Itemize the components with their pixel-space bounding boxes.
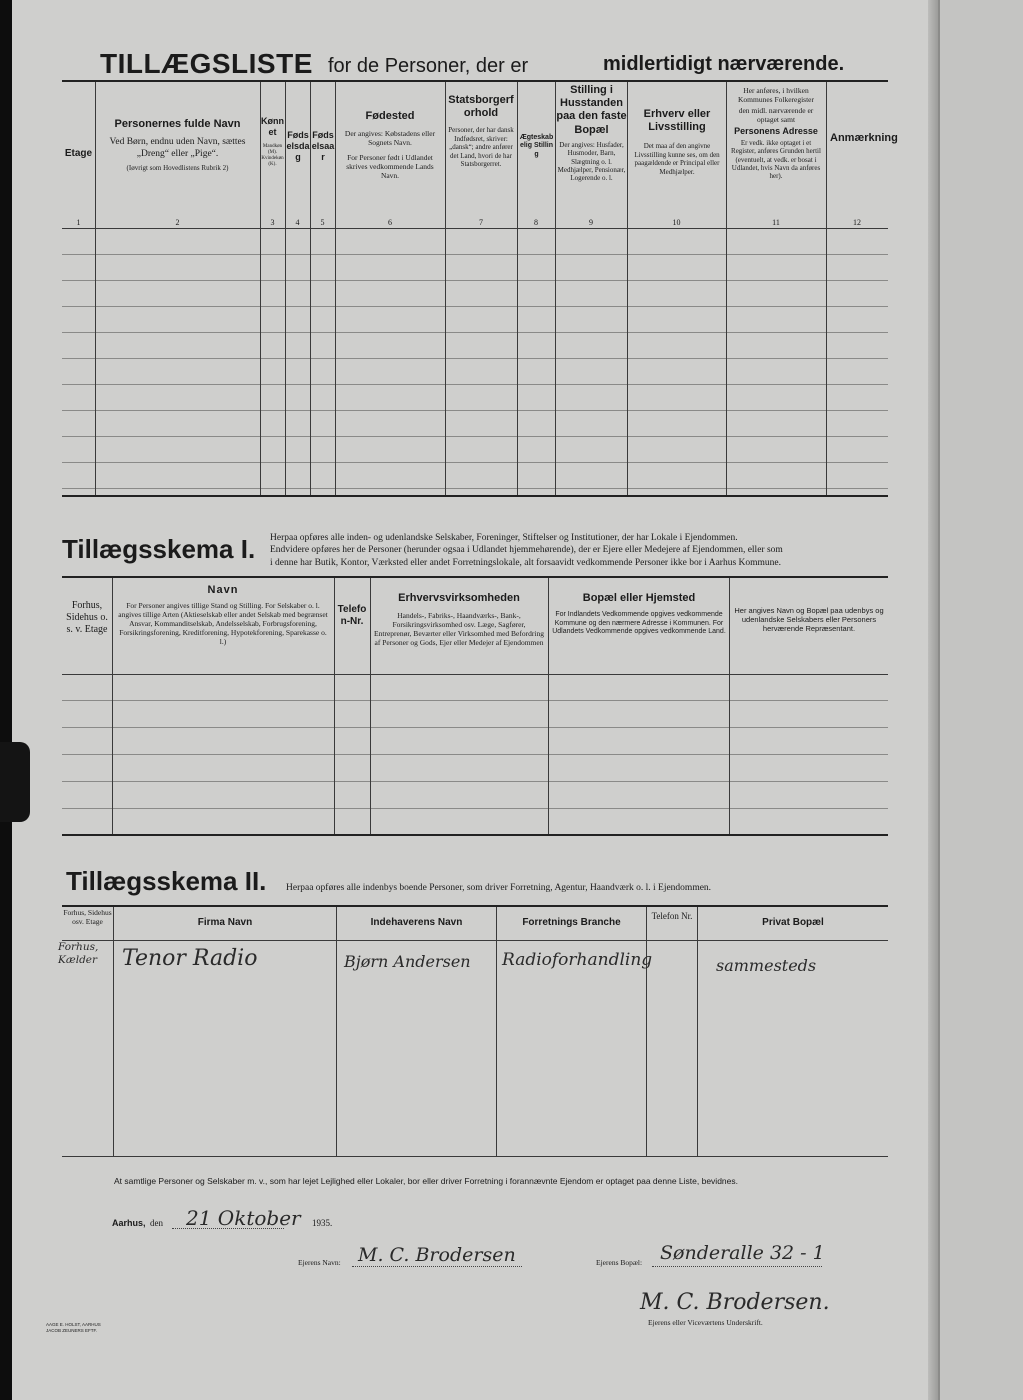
skema1-col-residence [552, 592, 726, 636]
col-name-header [100, 118, 255, 172]
city-label: Aarhus, [112, 1218, 146, 1228]
skema1-col-business-sub: Handels-, Fabriks-, Haandværks-, Bank-, Forsikringsvirksomhed osv. Læge, Sagfører, Entreprenør, Beværter eller Virksomhed med Befordring af Personer og Gods, Ejer eller Medejer af Ejendommen [374, 611, 544, 648]
skema2-col-firm: Firma Navn [197, 917, 253, 928]
col-citizenship-sub: Personer, der har dansk Indfødsret, skriver: „dansk“; andre anfører det Land, hvori de har Statsborgerret. [448, 126, 514, 168]
skema2-entry-etage: Forhus, Kælder [58, 941, 99, 967]
colnum-10: 10 [672, 218, 681, 227]
skema1-desc-line1: Herpaa opføres alle inden- og udenlandske Selskaber, Foreninger, Stiftelser og Institutioner, der har Lokale i Ejendommen. [270, 533, 738, 543]
col-register-header [728, 86, 824, 181]
binding-tab [0, 742, 30, 822]
col-register-sub: den midl. nærværende er optaget samt [738, 106, 814, 124]
col-marital-header: Ægteskabelig Stilling [519, 134, 554, 158]
skema2-col-private-address: Privat Bopæl [762, 917, 824, 928]
skema1-col-name-sub: For Personer angives tillige Stand og Stilling. For Selskaber o. l. angives tillige Arten (Aktieselskab eller andet Selskab med begrænset Ansvar, Kommanditselskab, Andelsselskab, Forbrugsforening, Forsikringsforening, Kreditforening, Hypotekforening, Sparekasse o. l.) [118, 601, 328, 647]
col-register-address: Personens Adresse [734, 126, 818, 136]
ruled-line [62, 488, 888, 489]
attestation-statement: At samtlige Personer og Selskaber m. v., som har lejet Lejlighed eller Lokaler, bor eller driver Forretning i forannævnte Ejendom er optaget paa denne Liste, bevidnes. [114, 1176, 738, 1186]
col-register-note: Er vedk. ikke optaget i et Register, anføres Grunden hertil (eventuelt, at vedk. er bosat i Udlandet, hvis Navn da anføres her). [731, 138, 821, 181]
col-name-note: (Iøvrigt som Hovedlistens Rubrik 2) [126, 163, 229, 172]
colnum-9: 9 [589, 218, 593, 227]
skema1-col-phone: Telefon-Nr. [337, 604, 367, 627]
ruled-line [62, 410, 888, 411]
owner-address-handwritten: Sønderalle 32 - 1 [660, 1242, 825, 1264]
col-birthday-header: Fødselsdag [286, 130, 310, 162]
form-title: TILLÆGSLISTE [100, 48, 313, 79]
skema2-entry-owner: Bjørn Andersen [344, 952, 471, 971]
skema2-col-etage: Forhus, Sidehus osv. Etage [63, 908, 112, 926]
ruled-line [62, 332, 888, 333]
col-etage-header: Etage [64, 148, 93, 159]
col-sex-header [260, 116, 285, 168]
owner-address-label: Ejerens Bopæl: [596, 1258, 643, 1267]
skema1-desc-line3: i denne har Butik, Kontor, Værksted eller andet Forretningslokale, alt forsaavidt vedkommende Personer ikke bor i Aarhus Kommune. [270, 557, 782, 568]
year-label: 1935. [312, 1218, 333, 1228]
owner-signature: M. C. Brodersen. [640, 1290, 830, 1315]
col-register-title: Her anføres, i hvilken Kommunes Folkeregister [737, 86, 815, 104]
ruled-line [62, 727, 888, 728]
colnum-3: 3 [270, 218, 275, 227]
signature-label: Ejerens eller Viceværtens Underskrift. [648, 1318, 763, 1327]
owner-name-label: Ejerens Navn: [298, 1258, 341, 1267]
skema2-entry-branch: Radioforhandling [502, 950, 653, 970]
skema1-col-etage: Forhus, Sidehus o. s. v. Etage [66, 600, 108, 635]
col-occupation-sub: Det maa af den angivne Livsstilling kunne ses, om den paagældende er Principal eller Medhjælper. [634, 142, 720, 176]
skema1-title: Tillægsskema I. [62, 534, 256, 564]
ruled-line [62, 306, 888, 307]
date-handwritten: 21 Oktober [186, 1206, 301, 1230]
col-occupation-header [630, 108, 724, 176]
ruled-line [62, 358, 888, 359]
col-sex-sub: Mandkøn (M). Kvindekøn (K). [261, 143, 284, 167]
colnum-7: 7 [479, 218, 483, 227]
colnum-12: 12 [853, 218, 861, 227]
col-citizenship-title: Statsborgerforhold [448, 94, 514, 120]
ruled-line [62, 280, 888, 281]
col-citizenship-header [448, 94, 514, 168]
ruled-line [62, 462, 888, 463]
colnum-1: 1 [76, 218, 81, 227]
skema1-col-business-title: Erhvervsvirksomheden [398, 592, 520, 604]
skema1-desc-line2: Endvidere opføres her de Personer (herunder ogsaa i Udlandet hjemmehørende), der er Ejere eller Medejere af Ejendommen, eller som [270, 545, 783, 556]
skema2-entry-firm: Tenor Radio [122, 946, 258, 971]
ruled-line [62, 700, 888, 701]
ruled-line [62, 808, 888, 809]
skema1-col-residence-title: Bopæl eller Hjemsted [582, 592, 696, 604]
colnum-4: 4 [295, 218, 300, 227]
adjacent-page [938, 0, 1023, 1400]
skema1-col-name [116, 584, 330, 646]
col-remarks-header: Anmærkning [830, 132, 898, 144]
skema1-description [270, 532, 895, 569]
skema2-col-owner: Indehaverens Navn [370, 917, 463, 928]
ruled-line [62, 754, 888, 755]
colnum-11: 11 [772, 218, 780, 227]
col-name-sub: Ved Børn, endnu uden Navn, sættes „Dreng“ eller „Pige“. [109, 137, 246, 159]
printer-mark: AAGE E. HOLST, AARHUS JACOB ZEUNERS EFTF. [46, 1322, 101, 1333]
owner-name-handwritten: M. C. Brodersen [358, 1244, 516, 1266]
col-birthplace-sub: Der angives: Købstadens eller Sognets Navn. [344, 129, 436, 148]
skema2-col-branch: Forretnings Branche [522, 917, 621, 928]
ruled-line [62, 254, 888, 255]
form-title-emphasis: midlertidigt nærværende. [603, 53, 845, 75]
col-name-title: Personernes fulde Navn [114, 118, 241, 130]
skema2-title: Tillægsskema II. [66, 866, 267, 896]
col-sex-title: Kønnet [261, 116, 284, 137]
col-household-sub: Der angives: Husfader, Husmoder, Barn, Slægtning o. l. Medhjælper, Pensionær, Logerende o. l. [557, 140, 626, 183]
skema1-col-business [374, 592, 544, 647]
col-household-header [556, 84, 627, 183]
colnum-2: 2 [175, 218, 180, 227]
colnum-8: 8 [534, 218, 538, 227]
col-birthyear-header: Fødselsaar [311, 130, 335, 162]
date-den-label: den [150, 1218, 163, 1228]
form-title-part: for de Personer, der er [328, 55, 529, 77]
skema2-entry-address: sammesteds [716, 956, 817, 975]
ruled-line [62, 436, 888, 437]
skema2-col-phone: Telefon Nr. [651, 911, 693, 921]
skema1-col-residence-sub: For Indlandets Vedkommende opgives vedkommende Kommune og den nærmere Adresse i Kommunen. For Udlandets Vedkommende opgives vedkommende Land. [552, 611, 726, 635]
ruled-line [62, 781, 888, 782]
col-birthplace-title: Fødested [365, 110, 415, 122]
skema1-col-representative: Her angives Navn og Bopæl paa udenbys og udenlandske Selskabers eller Personers herværende Repræsentant. [734, 606, 884, 633]
col-occupation-title: Erhverv eller Livsstilling [643, 108, 711, 134]
colnum-6: 6 [388, 218, 392, 227]
skema1-col-name-title: Navn [207, 584, 239, 596]
col-birthplace-header [339, 110, 441, 180]
skema2-description: Herpaa opføres alle indenbys boende Personer, som driver Forretning, Agentur, Haandværk o. l. i Ejendommen. [286, 883, 712, 893]
col-household-title: Stilling i Husstanden paa den faste Bopæl [556, 84, 627, 136]
col-birthplace-note: For Personer født i Udlandet skrives vedkommende Lands Navn. [346, 153, 434, 181]
colnum-5: 5 [320, 218, 325, 227]
page-fold [928, 0, 938, 1400]
ruled-line [62, 384, 888, 385]
